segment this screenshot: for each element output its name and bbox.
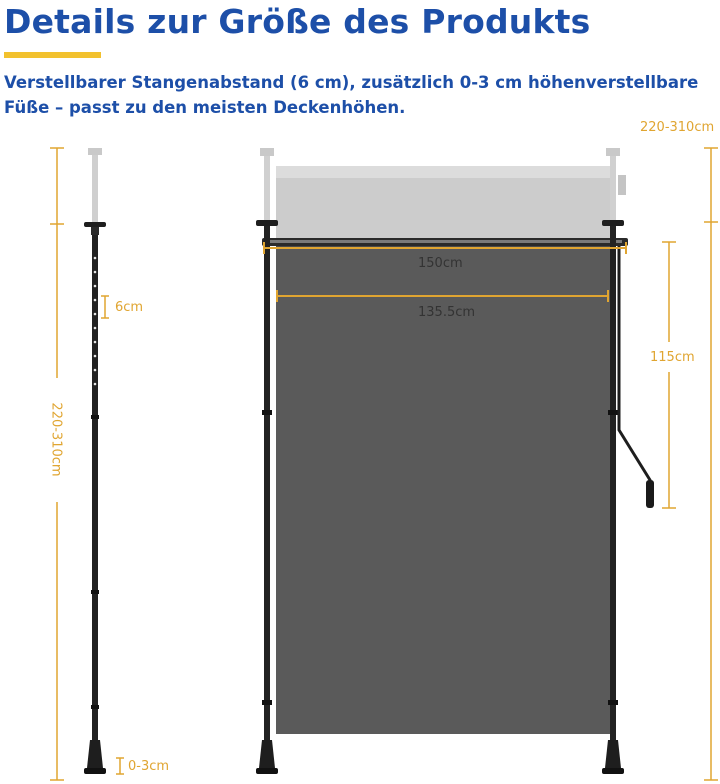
frame-height-label: 220-310cm bbox=[640, 120, 715, 135]
fabric-width-label: 135.5cm bbox=[418, 305, 476, 320]
foot-adjust-dimension bbox=[116, 758, 124, 774]
frame-height-dimension bbox=[704, 148, 718, 780]
total-width-label: 150cm bbox=[418, 256, 463, 271]
page-subtitle: Verstellbarer Stangenabstand (6 cm), zusätzlich 0-3 cm höhenverstellbare Füße – passt zu den meisten Deckenhöhen. bbox=[4, 73, 699, 117]
page-title: Details zur Größe des Produkts bbox=[4, 2, 591, 41]
fabric-height-label: 115cm bbox=[650, 350, 695, 365]
frame-illustration bbox=[256, 148, 654, 774]
fabric-height-dimension bbox=[662, 242, 676, 508]
hole-spacing-dimension bbox=[101, 296, 109, 318]
single-pole-illustration bbox=[84, 148, 106, 774]
hole-spacing-label: 6cm bbox=[115, 300, 144, 315]
foot-adjust-label: 0-3cm bbox=[128, 759, 170, 774]
pole-height-label: 220-310cm bbox=[48, 402, 64, 477]
